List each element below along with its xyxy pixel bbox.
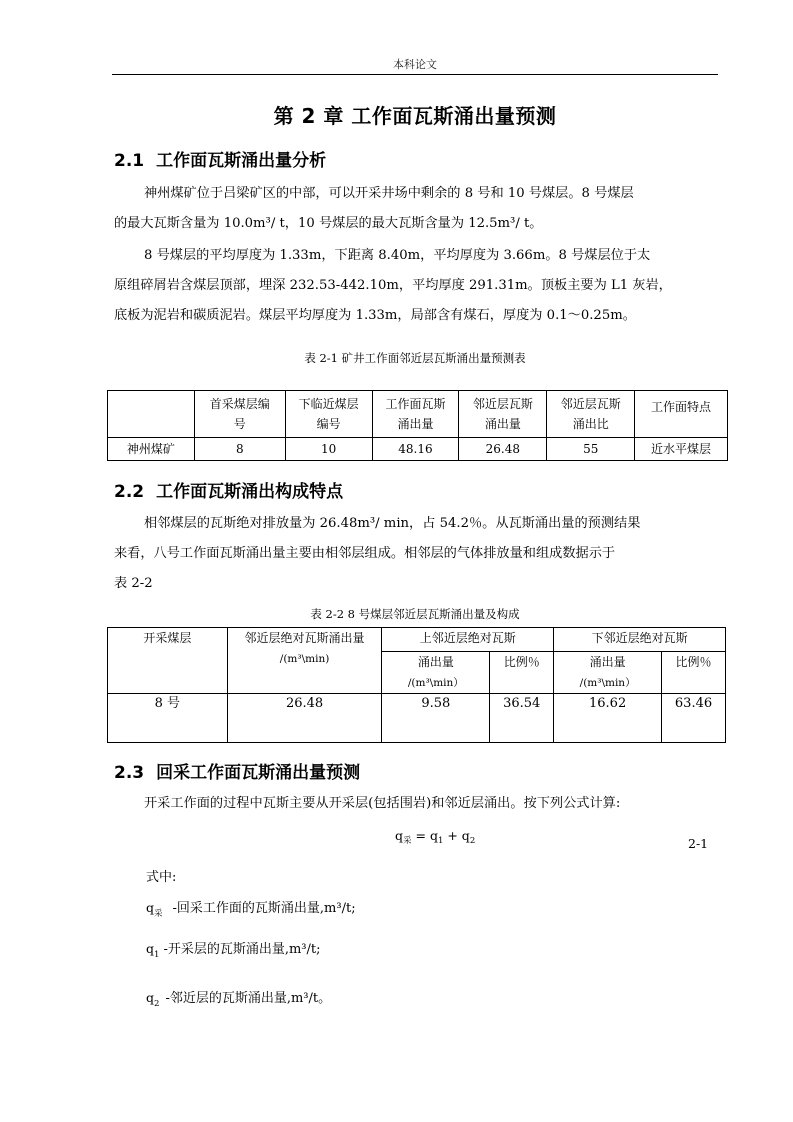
- text-line: 底板为泥岩和碳质泥岩。煤层平均厚度为 1.33m，局部含有煤石，厚度为 0.1～0.25m。: [114, 308, 636, 323]
- header-rule: [112, 74, 718, 75]
- table-header-cell: 比例％: [662, 652, 726, 694]
- table-header-cell: [554, 652, 662, 694]
- section-title: 工作面瓦斯涌出构成特点: [156, 482, 344, 502]
- table-cell: 48.16: [372, 438, 459, 461]
- table-cell: 神州煤矿: [108, 438, 195, 461]
- running-header: 本科论文: [393, 58, 437, 71]
- table-header-row: [108, 391, 728, 438]
- section-heading-2-1: [114, 146, 326, 171]
- paragraph-2-1-b: [114, 241, 718, 331]
- table-cell: 8: [194, 438, 285, 461]
- text-line: 来看，八号工作面瓦斯涌出量主要由相邻层组成。相邻层的气体排放量和组成数据示于: [114, 546, 616, 561]
- paragraph-2-1-a: [114, 179, 718, 239]
- formula: $q_采 = q_1 + q_2$: [395, 828, 476, 846]
- text-line: 开采工作面的过程中瓦斯主要从开采层(包括围岩)和邻近层涌出。按下列公式计算:: [144, 796, 621, 811]
- table-header-cell: [108, 391, 195, 438]
- table-cell: 16.62: [554, 694, 662, 743]
- header-unit: /(m³\min）: [407, 677, 464, 689]
- text-line: 的最大瓦斯含量为 10.0m³/ t，10 号煤层的最大瓦斯含量为 12.5m³/ t。: [114, 216, 543, 231]
- text-line: 表 2-2: [114, 576, 153, 591]
- definition-q2: $q_2$ -邻近层的瓦斯涌出量,m³/t。: [146, 990, 332, 1009]
- table-2-caption: 表 2-2 8 号煤层邻近层瓦斯涌出量及构成: [310, 607, 520, 621]
- table-header-cell: 邻近层瓦斯 涌出量: [459, 391, 547, 438]
- definition-q1: $q_1$ -开采层的瓦斯涌出量,m³/t;: [146, 941, 321, 960]
- chapter-title: 第 2 章 工作面瓦斯涌出量预测: [273, 104, 557, 128]
- where-label: 式中:: [146, 870, 177, 885]
- table-gas-emission-forecast: [107, 390, 728, 461]
- table-cell: 9.58: [382, 694, 490, 743]
- table-header-cell: [227, 628, 382, 694]
- table-header-cell: 工作面特点: [635, 391, 728, 438]
- text-line: 8 号煤层的平均厚度为 1.33m，下距离 8.40m，平均厚度为 3.66m。8 号煤层位于太: [144, 248, 651, 263]
- table-header-cell: 工作面瓦斯 涌出量: [372, 391, 459, 438]
- text-line: 原组碎屑岩含煤层顶部，埋深 232.53-442.10m，平均厚度 291.31m。顶板主要为 L1 灰岩，: [114, 278, 672, 293]
- header-text: 涌出量: [417, 655, 454, 669]
- table-header-cell: 比例％: [490, 652, 554, 694]
- table-header-cell: 上邻近层绝对瓦斯: [382, 628, 554, 652]
- table-cell: 8 号: [108, 694, 228, 743]
- table-adjacent-layer-composition: [107, 627, 726, 743]
- section-title: 工作面瓦斯涌出量分析: [156, 151, 327, 171]
- section-heading-2-3: [114, 758, 360, 783]
- section-title: 回采工作面瓦斯涌出量预测: [156, 763, 361, 783]
- table-row: [108, 438, 728, 461]
- section-heading-2-2: [114, 477, 343, 502]
- header-text: 涌出量: [589, 655, 626, 669]
- table-cell: 10: [285, 438, 372, 461]
- text-line: 神州煤矿位于吕梁矿区的中部，可以开采井场中剩余的 8 号和 10 号煤层。8 号煤层: [144, 186, 634, 201]
- table-cell: 26.48: [459, 438, 547, 461]
- definition-q-mining: $q_采$ -回采工作面的瓦斯涌出量,m³/t;: [146, 900, 356, 919]
- table-cell: 63.46: [662, 694, 726, 743]
- table-header-cell: 下邻近层绝对瓦斯: [554, 628, 726, 652]
- table-cell: 26.48: [227, 694, 382, 743]
- table-header-cell: 下临近煤层 编号: [285, 391, 372, 438]
- header-unit: /(m³\min）: [579, 677, 636, 689]
- section-number: 2.3: [114, 763, 145, 783]
- text-line: 相邻煤层的瓦斯绝对排放量为 26.48m³/ min，占 54.2％。从瓦斯涌出量的预测结果: [144, 516, 641, 531]
- table-cell: 55: [547, 438, 635, 461]
- table-header-cell: [382, 652, 490, 694]
- section-number: 2.1: [114, 151, 145, 171]
- table-header-row: [108, 628, 726, 652]
- section-number: 2.2: [114, 482, 145, 502]
- table-header-cell: 邻近层瓦斯 涌出比: [547, 391, 635, 438]
- table-header-cell: 开采煤层: [108, 628, 228, 694]
- header-unit: /(m³\min): [279, 653, 330, 665]
- table-1-caption: 表 2-1 矿井工作面邻近层瓦斯涌出量预测表: [304, 351, 526, 365]
- paragraph-2-2: [114, 509, 718, 599]
- table-row: [108, 694, 726, 743]
- table-cell: 36.54: [490, 694, 554, 743]
- table-header-cell: 首采煤层编 号: [194, 391, 285, 438]
- equation-number: 2-1: [688, 836, 709, 851]
- header-text: 邻近层绝对瓦斯涌出量: [244, 631, 365, 645]
- paragraph-2-3: [114, 789, 718, 819]
- table-cell: 近水平煤层: [635, 438, 728, 461]
